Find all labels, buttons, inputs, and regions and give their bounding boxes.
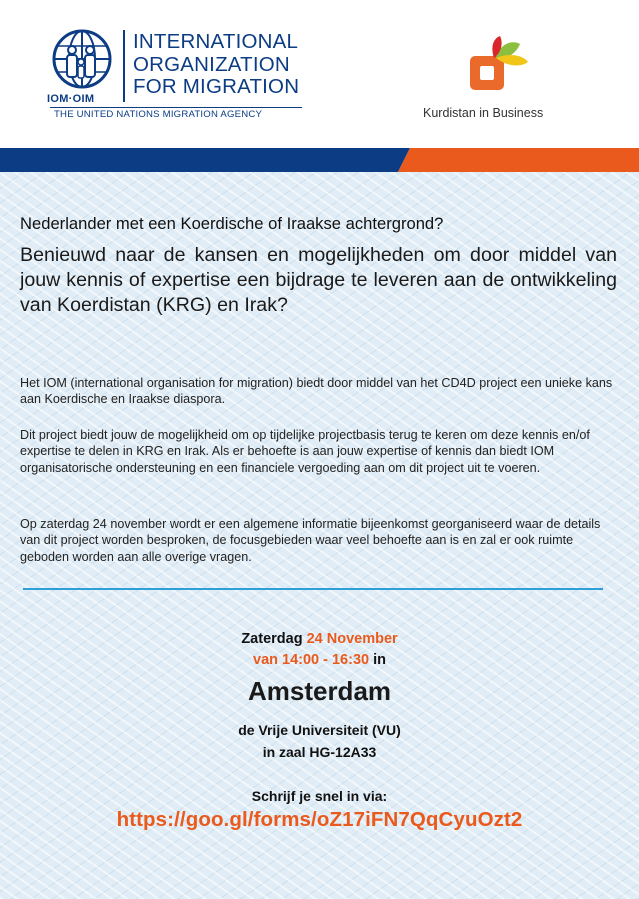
event-time-line bbox=[0, 652, 639, 668]
event-venue: de Vrije Universiteit (VU) bbox=[238, 722, 401, 738]
subheadline-question: Benieuwd naar de kansen en mogelijkheden om door middel van jouw kennis of expertise een bijdrage te leveren aan de ontwikkeling van Koerdistan (KRG) en Irak? bbox=[20, 244, 617, 316]
kurdistan-in-business-name: Kurdistan in Business bbox=[423, 106, 544, 120]
event-in-word: in bbox=[373, 652, 386, 668]
kurdistan-in-business-logo bbox=[466, 36, 530, 98]
signup-link[interactable]: https://goo.gl/forms/oZ17iFN7QqCyuOzt2 bbox=[116, 808, 523, 831]
paragraph-intro: Het IOM (international organisation for migration) biedt door middel van het CD4D project een unieke kans aan Koerdische en Iraakse diaspora. bbox=[20, 376, 613, 407]
header bbox=[0, 0, 639, 148]
headline-question: Nederlander met een Koerdische of Iraakse achtergrond? bbox=[20, 214, 444, 233]
paragraph-project: Dit project biedt jouw de mogelijkheid om op tijdelijke projectbasis terug te keren om deze kennis en/of expertise te delen in KRG en Irak. Als er behoefte is aan jouw expertise of kennis dan biedt IOM organisatorische ondersteuning en een financiele vergoeding aan om dit project uit te voeren. bbox=[20, 428, 590, 475]
event-day: Zaterdag bbox=[241, 631, 303, 647]
event-city: Amsterdam bbox=[247, 676, 392, 706]
iom-rule bbox=[50, 107, 302, 108]
iom-name-line: INTERNATIONAL bbox=[133, 30, 299, 53]
color-band bbox=[0, 148, 639, 172]
iom-tagline: THE UNITED NATIONS MIGRATION AGENCY bbox=[54, 109, 263, 120]
iom-abbreviation: IOM·OIM bbox=[47, 93, 95, 105]
iom-divider bbox=[123, 30, 125, 102]
event-room: in zaal HG-12A33 bbox=[262, 744, 377, 760]
event-time: van 14:00 - 16:30 bbox=[253, 652, 370, 668]
iom-name-line: FOR MIGRATION bbox=[133, 75, 300, 98]
section-divider bbox=[23, 588, 603, 590]
event-date: 24 November bbox=[306, 631, 398, 647]
signup-prompt: Schrijf je snel in via: bbox=[251, 788, 388, 804]
iom-name-line: ORGANIZATION bbox=[133, 52, 290, 76]
paragraph-meeting: Op zaterdag 24 november wordt er een algemene informatie bijeenkomst georganiseerd waar de details van dit project worden besproken, de focusgebieden waar veel behoefte aan is en zal er ook ruimte geboden worden aan alle overige vragen. bbox=[20, 517, 601, 564]
iom-organization-name bbox=[133, 31, 299, 99]
event-date-line bbox=[0, 631, 639, 647]
